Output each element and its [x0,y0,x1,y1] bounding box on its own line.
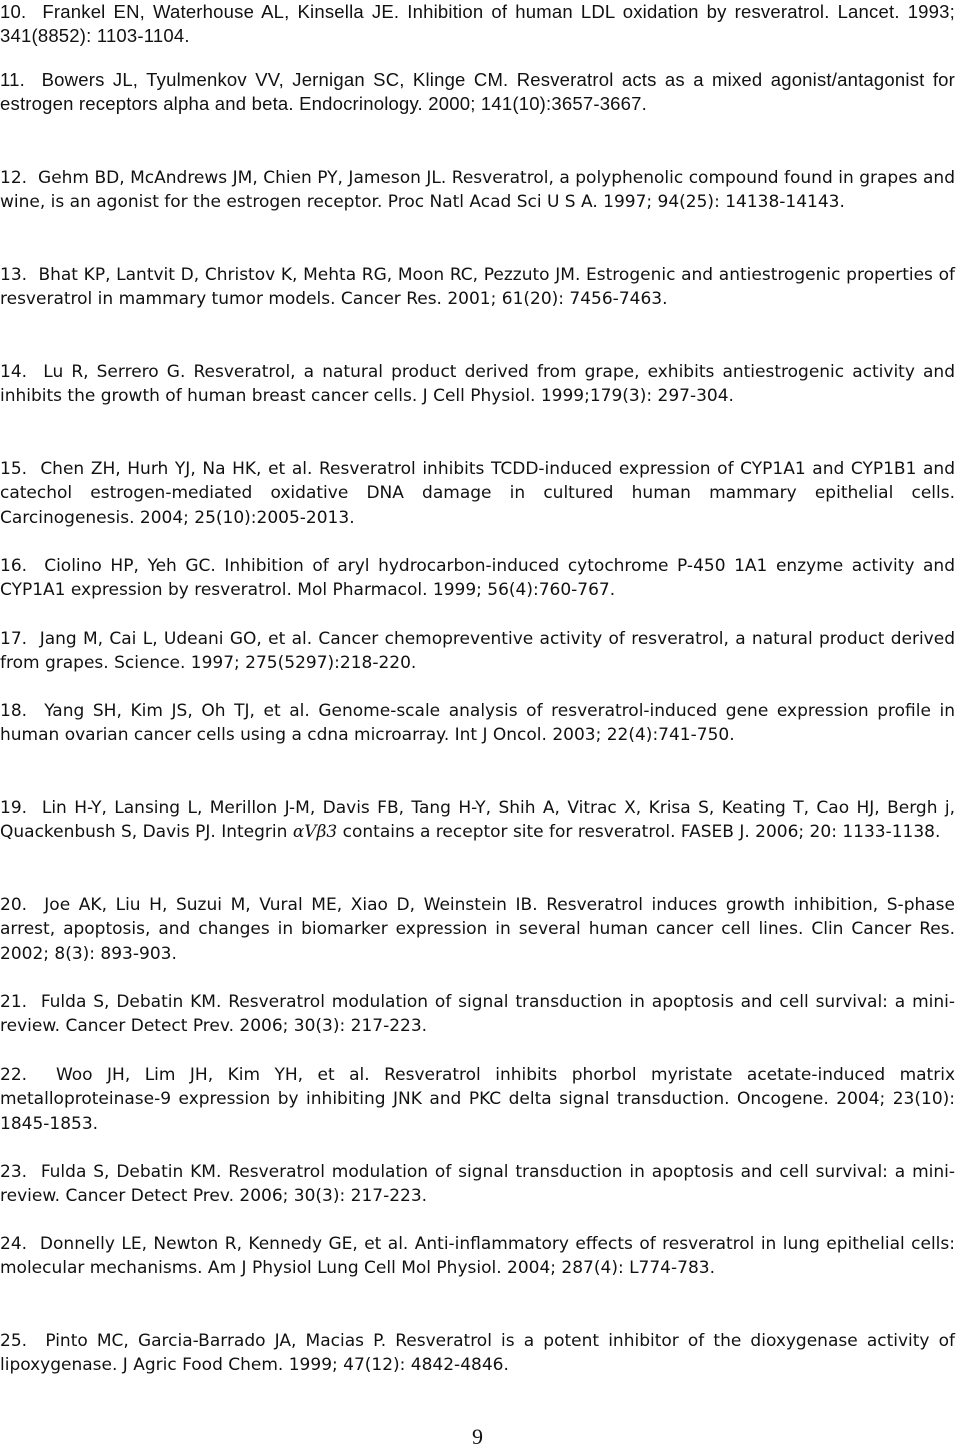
reference-number: 17. [0,629,28,649]
reference-number: 11. [0,69,25,90]
reference-text: Gehm BD, McAndrews JM, Chien PY, Jameson JL. Resveratrol, a polyphenolic compound found in grapes and wine, is an agonist for the estrogen receptor. Proc Natl Acad Sci U S A. 1997; 94(25): 14138-14143. [0,168,955,213]
reference-24 [0,1232,955,1281]
reference-number: 21. [0,992,28,1012]
reference-number: 19. [0,798,28,818]
reference-number: 10. [0,1,27,22]
reference-number: 14. [0,362,28,382]
reference-12 [0,166,955,215]
reference-21 [0,990,955,1039]
reference-text-continued: contains a receptor site for resveratrol. FASEB J. 2006; 20: 1133-1138. [342,822,941,843]
reference-number: 13. [0,265,28,285]
integrin-symbol: αVβ3 [292,822,338,843]
reference-11 [0,68,955,117]
reference-text: Fulda S, Debatin KM. Resveratrol modulation of signal transduction in apoptosis and cell survival: a mini-review. Cancer Detect Prev. 2006; 30(3): 217-223. [0,1162,955,1207]
reference-text: Ciolino HP, Yeh GC. Inhibition of aryl hydrocarbon-induced cytochrome P-450 1A1 enzyme activity and CYP1A1 expression by resveratrol. Mol Pharmacol. 1999; 56(4):760-767. [0,556,955,601]
reference-14 [0,360,955,409]
reference-number: 24. [0,1234,28,1254]
reference-number: 20. [0,895,28,915]
reference-25 [0,1329,955,1378]
reference-number: 16. [0,556,28,576]
reference-16 [0,554,955,603]
reference-number: 15. [0,459,28,479]
reference-15 [0,457,955,530]
reference-number: 25. [0,1331,28,1351]
reference-text: Donnelly LE, Newton R, Kennedy GE, et al. Anti-inflammatory effects of resveratrol in lung epithelial cells: molecular mechanisms. Am J Physiol Lung Cell Mol Physiol. 2004; 287(4): L774-783. [0,1234,955,1279]
reference-text: Jang M, Cai L, Udeani GO, et al. Cancer chemopreventive activity of resveratrol, a natural product derived from grapes. Science. 1997; 275(5297):218-220. [0,629,955,674]
reference-17 [0,627,955,676]
reference-number: 18. [0,701,28,721]
page-number: 9 [472,1424,483,1449]
reference-text: Pinto MC, Garcia-Barrado JA, Macias P. Resveratrol is a potent inhibitor of the dioxygenase activity of lipoxygenase. J Agric Food Chem. 1999; 47(12): 4842-4846. [0,1331,955,1376]
reference-text: Frankel EN, Waterhouse AL, Kinsella JE. Inhibition of human LDL oxidation by resveratrol. Lancet. 1993; 341(8852): 1103-1104. [0,1,955,47]
reference-text: Lin H-Y, Lansing L, Merillon J-M, Davis FB, Tang H-Y, Shih A, Vitrac X, Krisa S, Keating T, Cao HJ, Bergh j, Quackenbush S, Davis PJ. Integrin [0,798,955,843]
reference-text: Lu R, Serrero G. Resveratrol, a natural product derived from grape, exhibits antiestrogenic activity and inhibits the growth of human breast cancer cells. J Cell Physiol. 1999;179(3): 297-304. [0,362,955,407]
reference-number: 22. [0,1065,28,1085]
reference-19 [0,796,955,845]
reference-text: Yang SH, Kim JS, Oh TJ, et al. Genome-scale analysis of resveratrol-induced gene expression profile in human ovarian cancer cells using a cdna microarray. Int J Oncol. 2003; 22(4):741-750. [0,701,955,746]
reference-10 [0,0,955,49]
reference-text: Woo JH, Lim JH, Kim YH, et al. Resveratrol inhibits phorbol myristate acetate-induced matrix metalloproteinase-9 expression by inhibiting JNK and PKC delta signal transduction. Oncogene. 2004; 23(10): 1845-1853. [0,1065,956,1134]
reference-text: Fulda S, Debatin KM. Resveratrol modulation of signal transduction in apoptosis and cell survival: a mini-review. Cancer Detect Prev. 2006; 30(3): 217-223. [0,992,955,1037]
reference-text: Chen ZH, Hurh YJ, Na HK, et al. Resveratrol inhibits TCDD-induced expression of CYP1A1 and CYP1B1 and catechol estrogen-mediated oxidative DNA damage in cultured human mammary epithelial cells. Carcinogenesis. 2004; 25(10):2005-2013. [0,459,955,528]
reference-number: 12. [0,168,28,188]
reference-18 [0,699,955,748]
reference-22 [0,1063,955,1136]
reference-20 [0,893,955,966]
reference-text: Joe AK, Liu H, Suzui M, Vural ME, Xiao D, Weinstein IB. Resveratrol induces growth inhibition, S-phase arrest, apoptosis, and changes in biomarker expression in several human cancer cell lines. Clin Cancer Res. 2002; 8(3): 893-903. [0,895,955,964]
reference-number: 23. [0,1162,28,1182]
reference-text: Bowers JL, Tyulmenkov VV, Jernigan SC, Klinge CM. Resveratrol acts as a mixed agonist/antagonist for estrogen receptors alpha and beta. Endocrinology. 2000; 141(10):3657-3667. [0,69,956,115]
reference-13 [0,263,955,312]
reference-23 [0,1160,955,1209]
reference-text: Bhat KP, Lantvit D, Christov K, Mehta RG, Moon RC, Pezzuto JM. Estrogenic and antiestrogenic properties of resveratrol in mammary tumor models. Cancer Res. 2001; 61(20): 7456-7463. [0,265,955,310]
